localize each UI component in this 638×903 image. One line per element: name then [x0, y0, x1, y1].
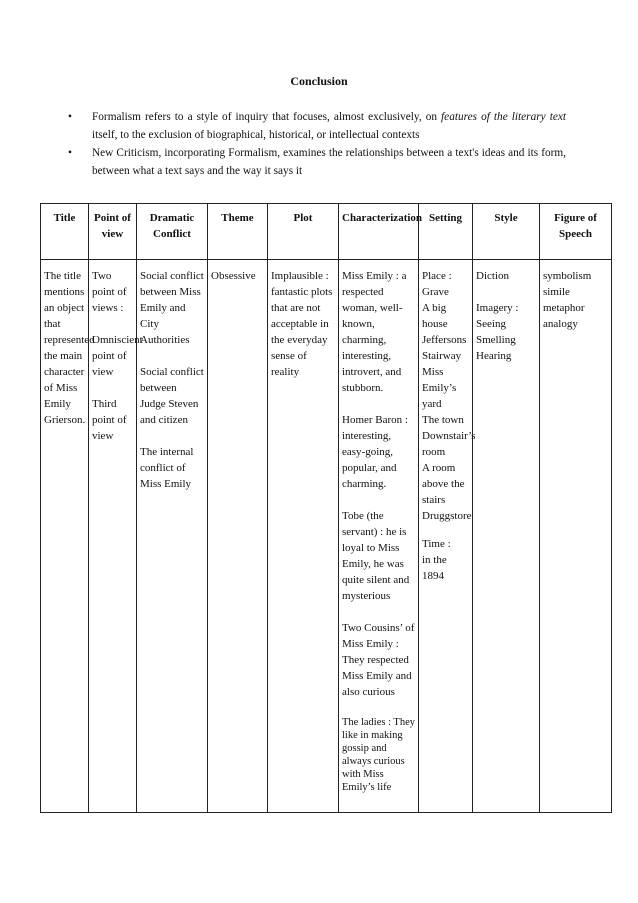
header-theme: Theme	[208, 204, 268, 260]
setting-time-label: Time :	[422, 538, 451, 550]
plot-text: Implausible : fantastic plots that are not acceptable in the everyday sense of reality	[271, 270, 333, 378]
cell-characterization	[339, 260, 419, 813]
conflict-text-a: Social conflict between Miss Emily and City Authorities	[140, 270, 204, 346]
bullet-text-part: itself, to the exclusion of biographical, historical, or intellectual contexts	[92, 129, 420, 141]
cell-theme	[208, 260, 268, 813]
character-text-b: Homer Baron : interesting, easy-going, popular, and charming.	[342, 414, 408, 490]
cell-plot	[268, 260, 339, 813]
header-style: Style	[473, 204, 540, 260]
page-title: Conclusion	[290, 74, 348, 88]
setting-place-label: Place :	[422, 270, 452, 282]
bullet-item-new-criticism	[68, 144, 566, 180]
figure-text: analogy	[543, 318, 578, 330]
pov-text-b: Omniscient point of view	[92, 334, 143, 378]
bullet-dot-icon: •	[68, 147, 72, 159]
figure-text: symbolism	[543, 270, 592, 282]
figure-text: simile	[543, 286, 570, 298]
title-text: The title mentions an object that represented the main character of Miss Emily Grierson.	[44, 270, 95, 426]
cell-style	[473, 260, 540, 813]
bullet-item-formalism	[68, 108, 566, 144]
header-figure-of-speech: Figure of Speech	[540, 204, 612, 260]
bullet-text-emphasis: features of the literary text	[441, 111, 566, 123]
table-row	[41, 260, 612, 813]
setting-place: Stairway	[422, 350, 462, 362]
character-text-a: Miss Emily : a respected woman, well-known, charming, interesting, introvert, and stubborn.	[342, 270, 407, 394]
cell-figure-of-speech	[540, 260, 612, 813]
setting-place: Miss Emily’s yard	[422, 366, 457, 410]
header-dramatic-conflict: Dramatic Conflict	[137, 204, 208, 260]
setting-place: Downstair’s room	[422, 430, 476, 458]
pov-text-c: Third point of view	[92, 398, 127, 442]
style-text: Smelling	[476, 334, 516, 346]
figure-text: metaphor	[543, 302, 585, 314]
character-text-c: Tobe (the servant) : he is loyal to Miss Emily, he was quite silent and mysterious	[342, 510, 410, 602]
setting-time: in the 1894	[422, 554, 447, 582]
pov-text-a: Two point of views :	[92, 270, 127, 314]
setting-place: A big house	[422, 302, 448, 330]
conflict-text-c: The internal conflict of Miss Emily	[140, 446, 194, 490]
cell-setting	[419, 260, 476, 813]
character-text-e: The ladies : They like in making gossip and always curious with Miss Emily’s life	[342, 717, 415, 793]
setting-place: A room above the stairs	[422, 462, 465, 506]
style-text: Hearing	[476, 350, 512, 362]
bullet-list	[68, 108, 566, 180]
header-plot: Plot	[268, 204, 339, 260]
setting-place: Jeffersons	[422, 334, 467, 346]
cell-point-of-view	[89, 260, 143, 813]
header-title: Title	[41, 204, 89, 260]
style-text: Seeing	[476, 318, 506, 330]
style-text: Diction	[476, 270, 509, 282]
setting-place: The town	[422, 414, 464, 426]
header-characterization: Characterization	[339, 204, 419, 260]
bullet-text: New Criticism, incorporating Formalism, examines the relationships between a text's ideas and its form, between what a text says and the way it says it	[92, 147, 566, 177]
header-point-of-view: Point of view	[89, 204, 137, 260]
analysis-table	[40, 203, 612, 813]
cell-dramatic-conflict	[137, 260, 208, 813]
setting-place: Druggstore	[422, 510, 472, 522]
bullet-dot-icon: •	[68, 111, 72, 123]
theme-text: Obsessive	[211, 270, 256, 282]
bullet-text-part: Formalism refers to a style of inquiry that focuses, almost exclusively, on	[92, 111, 442, 123]
setting-place: Grave	[422, 286, 449, 298]
character-text-d: Two Cousins’ of Miss Emily : They respected Miss Emily and also curious	[342, 622, 415, 698]
conflict-text-b: Social conflict between Judge Steven and citizen	[140, 366, 204, 426]
table-header-row	[41, 204, 612, 260]
style-text: Imagery :	[476, 302, 519, 314]
header-setting: Setting	[419, 204, 473, 260]
cell-title	[41, 260, 95, 813]
